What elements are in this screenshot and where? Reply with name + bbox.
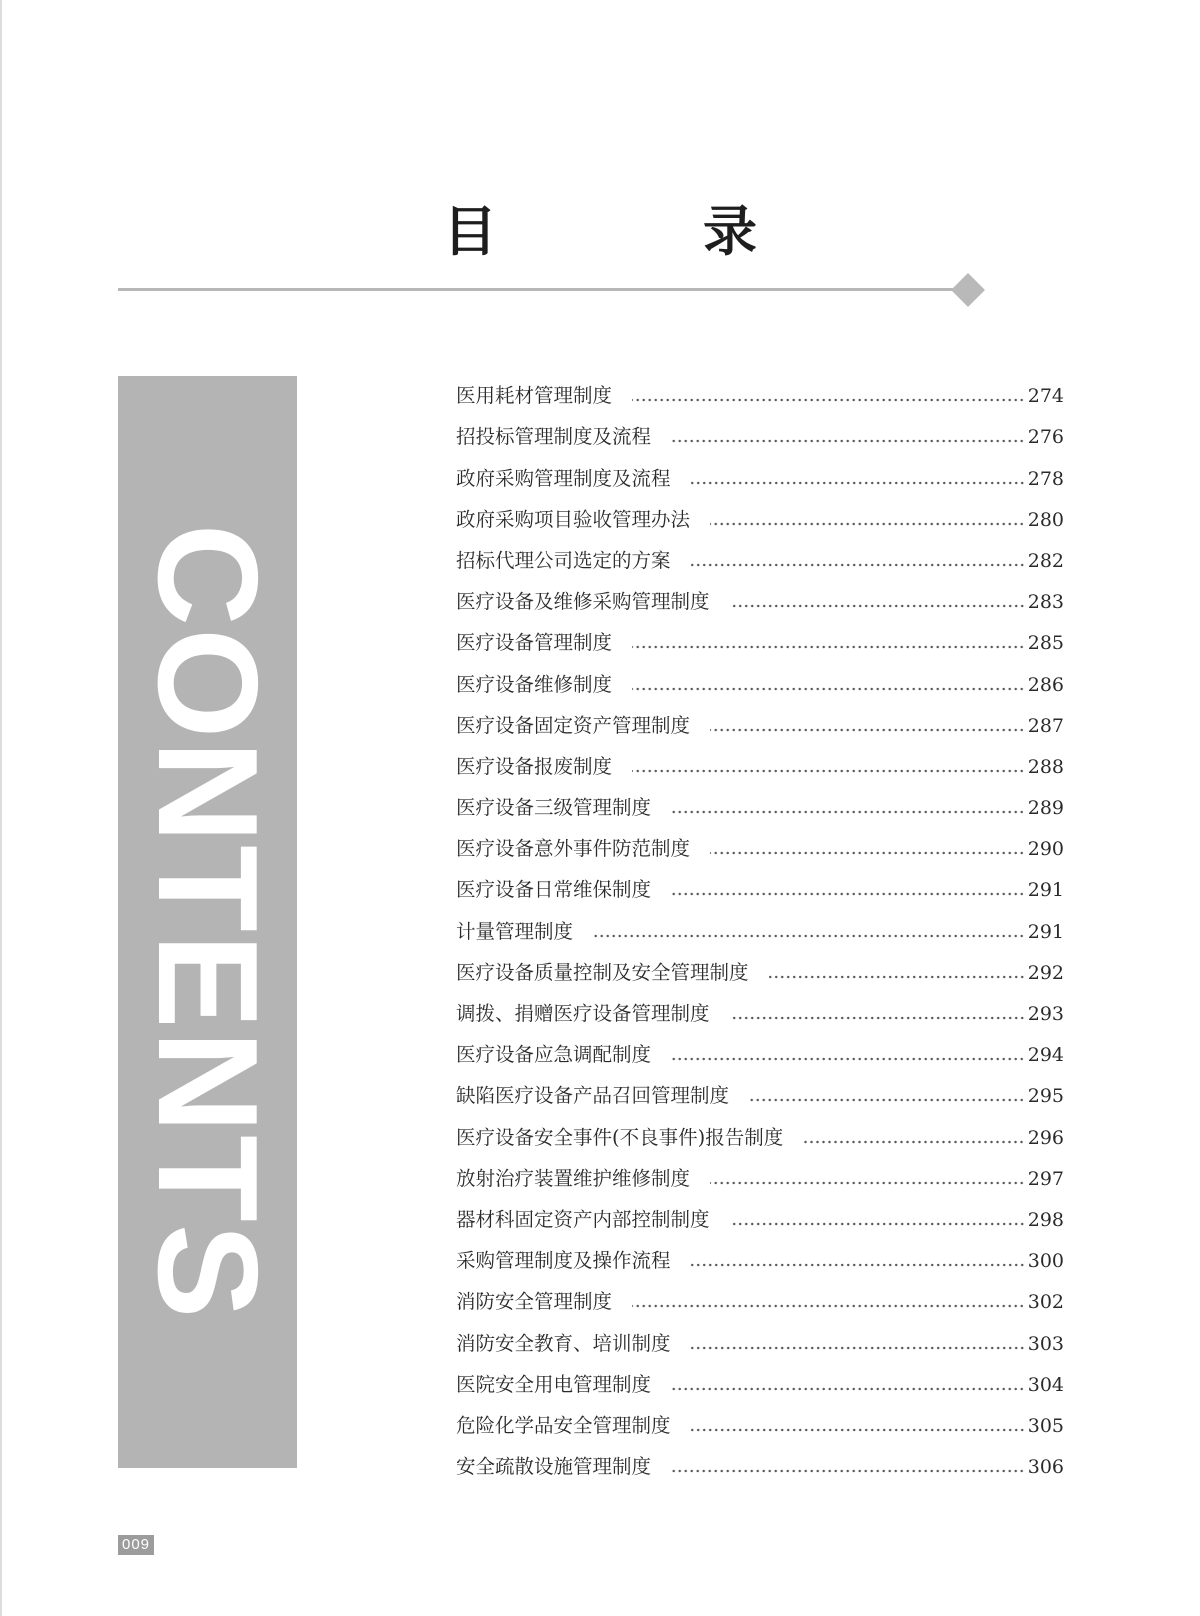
toc-entry-page: 303 — [1027, 1332, 1064, 1355]
dot-leader — [691, 480, 1025, 486]
toc-entry[interactable] — [456, 656, 1064, 697]
dot-leader — [710, 850, 1025, 856]
dot-leader — [730, 1221, 1025, 1227]
dot-leader — [691, 1345, 1025, 1351]
contents-vertical-label: CONTENTS — [128, 523, 287, 1321]
dot-leader — [691, 562, 1025, 568]
toc-entry-title: 调拨、捐赠医疗设备管理制度 — [456, 1002, 710, 1025]
dot-leader — [671, 1386, 1025, 1392]
toc-entry-page: 274 — [1027, 385, 1064, 408]
dot-leader — [710, 727, 1025, 733]
toc-entry-page: 287 — [1027, 714, 1064, 737]
contents-side-band — [118, 376, 297, 1468]
toc-entry-title: 医疗设备维修制度 — [456, 672, 613, 696]
toc-entry-title: 医疗设备质量控制及安全管理制度 — [456, 960, 749, 984]
toc-entry-page: 280 — [1027, 508, 1064, 531]
toc-entry[interactable] — [456, 409, 1064, 450]
toc-entry-title: 医疗设备安全事件(不良事件)报告制度 — [456, 1125, 784, 1149]
toc-entry[interactable] — [456, 1274, 1064, 1315]
toc-entry-page: 292 — [1027, 961, 1064, 984]
page-number: 009 — [118, 1535, 154, 1555]
dot-leader — [632, 397, 1025, 403]
toc-entry[interactable] — [456, 1192, 1064, 1233]
title-rule — [118, 288, 966, 291]
dot-leader — [671, 438, 1025, 444]
toc-entry-page: 302 — [1027, 1291, 1064, 1314]
toc-entry-title: 采购管理制度及操作流程 — [456, 1249, 671, 1273]
toc-entry-page: 282 — [1027, 549, 1064, 572]
toc-entry-title: 器材科固定资产内部控制制度 — [456, 1207, 710, 1231]
toc-entry-page: 276 — [1027, 426, 1064, 449]
toc-entry-page: 295 — [1027, 1085, 1064, 1108]
toc-entry-page: 293 — [1027, 1003, 1064, 1025]
toc-entry-page: 305 — [1027, 1414, 1064, 1437]
toc-entry-title: 消防安全教育、培训制度 — [456, 1331, 671, 1355]
toc-entry[interactable] — [456, 450, 1064, 491]
toc-entry-page: 296 — [1027, 1126, 1064, 1149]
toc-entry-page: 288 — [1027, 755, 1064, 778]
toc-entry-title: 医院安全用电管理制度 — [456, 1372, 652, 1396]
dot-leader — [691, 1427, 1025, 1433]
toc-entry-title: 危险化学品安全管理制度 — [456, 1413, 671, 1437]
toc-entry[interactable] — [456, 1357, 1064, 1398]
dot-leader — [632, 686, 1025, 692]
toc-entry[interactable] — [456, 739, 1064, 780]
toc-entry[interactable] — [456, 945, 1064, 986]
toc-entry-title: 医疗设备及维修采购管理制度 — [456, 590, 710, 614]
toc-entry-title: 医用耗材管理制度 — [456, 384, 613, 408]
dot-leader — [593, 933, 1025, 939]
toc-entry[interactable] — [456, 368, 1064, 409]
dot-leader — [730, 603, 1025, 609]
toc-entry-page: 290 — [1027, 838, 1064, 861]
toc-entry-page: 294 — [1027, 1044, 1064, 1067]
page-title: 目 录 — [443, 200, 833, 263]
toc-entry-title: 缺陷医疗设备产品召回管理制度 — [456, 1084, 730, 1108]
toc-entry-page: 291 — [1027, 879, 1064, 902]
dot-leader — [749, 1097, 1025, 1103]
toc-entry-page: 297 — [1027, 1167, 1064, 1190]
dot-leader — [671, 809, 1025, 815]
dot-leader — [691, 1262, 1025, 1268]
toc-entry[interactable] — [456, 1109, 1064, 1150]
toc-entry-page: 300 — [1027, 1250, 1064, 1273]
toc-entry-title: 医疗设备报废制度 — [456, 754, 613, 778]
toc-entry-title: 招投标管理制度及流程 — [456, 425, 652, 449]
toc-entry[interactable] — [456, 492, 1064, 533]
toc-entry-title: 医疗设备日常维保制度 — [456, 878, 652, 902]
toc-entry[interactable] — [456, 1027, 1064, 1068]
toc-entry[interactable] — [456, 615, 1064, 656]
dot-leader — [730, 1015, 1025, 1021]
toc-entry-page: 289 — [1027, 797, 1064, 820]
dot-leader — [769, 974, 1025, 980]
dot-leader — [671, 1468, 1025, 1474]
toc-entry-page: 298 — [1027, 1208, 1064, 1231]
toc-entry[interactable] — [456, 698, 1064, 739]
toc-entry[interactable] — [456, 1151, 1064, 1192]
toc-entry-title: 计量管理制度 — [456, 919, 574, 943]
dot-leader — [632, 1303, 1025, 1309]
dot-leader — [710, 1180, 1025, 1186]
toc-entry-title: 医疗设备固定资产管理制度 — [456, 713, 691, 737]
toc-entry-title: 安全疏散设施管理制度 — [456, 1455, 652, 1479]
toc-entry-title: 医疗设备应急调配制度 — [456, 1043, 652, 1067]
toc-entry[interactable] — [456, 986, 1064, 1027]
dot-leader — [671, 891, 1025, 897]
toc-entry[interactable] — [456, 1233, 1064, 1274]
toc-entry-title: 放射治疗装置维护维修制度 — [456, 1166, 691, 1190]
toc-entry[interactable] — [456, 1315, 1064, 1356]
dot-leader — [632, 644, 1025, 650]
toc-entry-page: 278 — [1027, 467, 1064, 490]
diamond-ornament — [951, 273, 985, 307]
toc-entry-page: 283 — [1027, 591, 1064, 614]
dot-leader — [632, 768, 1025, 774]
dot-leader — [671, 1056, 1025, 1062]
toc-entry-title: 政府采购管理制度及流程 — [456, 466, 671, 490]
toc-entry[interactable] — [456, 821, 1064, 862]
toc-entry[interactable] — [456, 533, 1064, 574]
toc-entry[interactable] — [456, 903, 1064, 944]
toc-entry-page: 306 — [1027, 1456, 1064, 1479]
toc-entry-page: 304 — [1027, 1373, 1064, 1396]
toc-entry[interactable] — [456, 1398, 1064, 1439]
toc-entry[interactable] — [456, 780, 1064, 821]
toc-entry[interactable] — [456, 1068, 1064, 1109]
dot-leader — [710, 521, 1025, 527]
toc-entry-title: 消防安全管理制度 — [456, 1290, 613, 1314]
toc-entry-page: 291 — [1027, 920, 1064, 943]
toc-entry-title: 政府采购项目验收管理办法 — [456, 507, 691, 531]
dot-leader — [803, 1139, 1025, 1145]
toc-entry[interactable] — [456, 574, 1064, 615]
toc-entry-title: 医疗设备管理制度 — [456, 631, 613, 655]
toc-entry-title: 招标代理公司选定的方案 — [456, 548, 671, 572]
toc-entry-title: 医疗设备三级管理制度 — [456, 796, 652, 820]
table-of-contents — [456, 368, 1064, 1480]
toc-entry-page: 285 — [1027, 632, 1064, 655]
toc-entry-title: 医疗设备意外事件防范制度 — [456, 837, 691, 861]
toc-entry[interactable] — [456, 1439, 1064, 1480]
toc-entry[interactable] — [456, 862, 1064, 903]
toc-entry-page: 286 — [1027, 673, 1064, 696]
